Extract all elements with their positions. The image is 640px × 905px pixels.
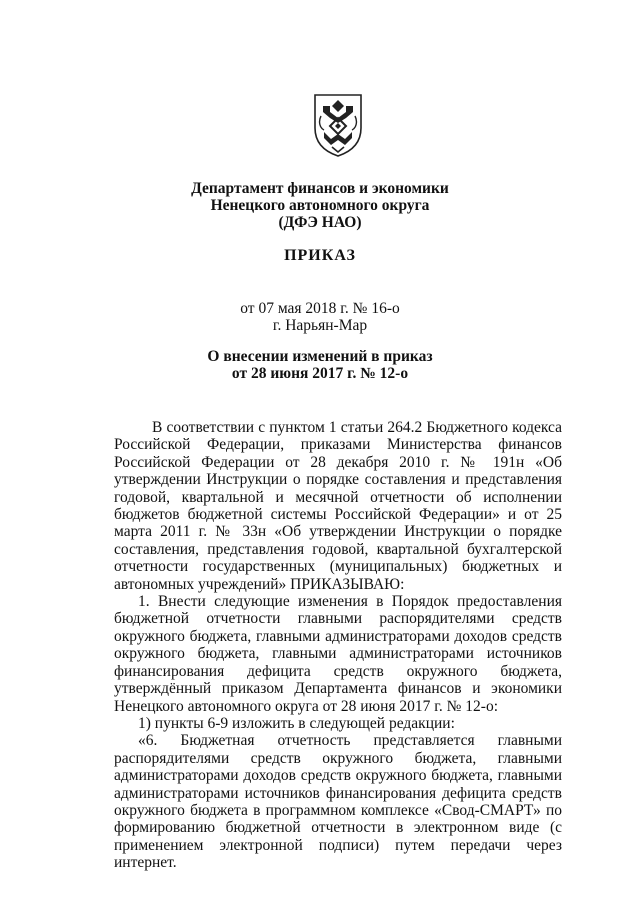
preamble-paragraph: В соответствии с пунктом 1 статьи 264.2 Бюджетного кодекса Российской Федерации, приказами Министерства финансов Российской Федерации от 28 декабря 2010 г. № 191н «Об утверждении Инструкции о порядке составления и представления годовой, квартальной и месячной отчетности об исполнении бюджетов бюджетной системы Российской Федерации» и от 25 марта 2011 г. № 33н «Об утверждении Инструкции о порядке составления, представления годовой, квартальной бухгалтерской отчетности государственных (муниципальных) бюджетных и автономных учреждений» ПРИКАЗЫВАЮ: xyxy=(114,419,562,593)
document-title: ПРИКАЗ xyxy=(284,247,356,264)
city-name: г. Нарьян-Мар xyxy=(272,317,368,334)
item-1-paragraph: 1. Внести следующие изменения в Порядок предоставления бюджетной отчетности главными распорядителями средств окружного бюджета, главными администраторами доходов средств окружного бюджета, главными администраторами источников финансирования дефицита средств окружного бюджета, утверждённый приказом Департамента финансов и экономики Ненецкого автономного округа от 28 июня 2017 г. № 12-о: xyxy=(114,593,562,715)
subject-line-1: О внесении изменений в приказ xyxy=(207,348,433,365)
document-body xyxy=(114,419,562,872)
date-block xyxy=(0,300,640,334)
subitem-1-paragraph: 1) пункты 6-9 изложить в следующей редакции: xyxy=(138,714,455,732)
coat-of-arms-icon xyxy=(312,92,364,158)
department-header xyxy=(0,180,640,231)
subject-line-2: от 28 июня 2017 г. № 12-о xyxy=(231,365,409,382)
department-name: Департамент финансов и экономики xyxy=(191,180,449,197)
department-abbreviation: (ДФЭ НАО) xyxy=(278,214,362,231)
order-date: от 07 мая 2018 г. № 16-о xyxy=(240,300,400,317)
region-name: Ненецкого автономного округа xyxy=(210,197,430,214)
quoted-clause-6: «6. Бюджетная отчетность представляется главными распорядителями средств окружного бюджета, главными администраторами доходов средств окружного бюджета, главными администраторами источников финансирования дефицита средств окружного бюджета в программном комплексе «Свод-СМАРТ» по формированию бюджетной отчетности в электронном виде (с применением электронной подписи) путем передачи через интернет. xyxy=(114,732,562,872)
order-subject xyxy=(0,348,640,382)
